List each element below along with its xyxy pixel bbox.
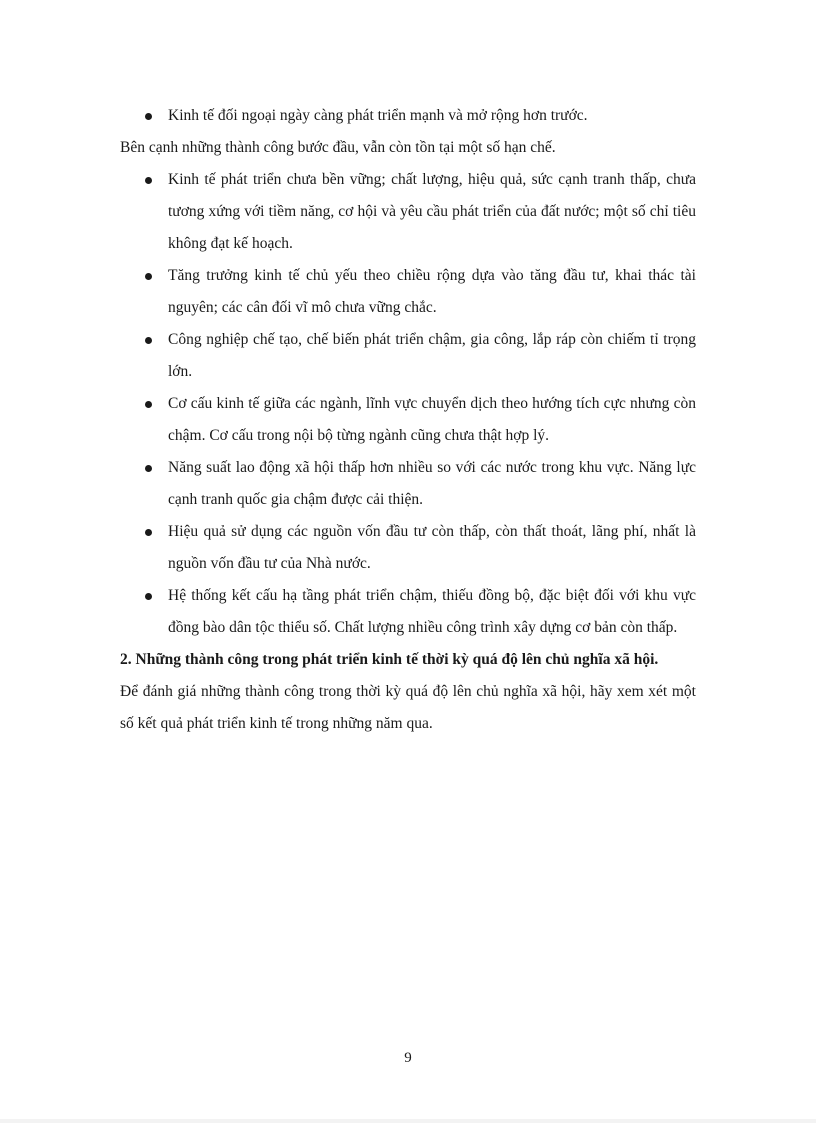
list-item-text: Năng suất lao động xã hội thấp hơn nhiều so với các nước trong khu vực. Năng lực cạnh tranh quốc gia chậm được cải thiện.: [168, 459, 696, 508]
list-item: [120, 164, 696, 260]
page-bottom-edge: [0, 1119, 816, 1123]
list-item: [120, 452, 696, 516]
bullet-icon: [145, 273, 152, 280]
section-heading: 2. Những thành công trong phát triển kinh tế thời kỳ quá độ lên chủ nghĩa xã hội.: [120, 651, 659, 668]
page-content: [120, 100, 696, 740]
bullet-icon: [145, 113, 152, 120]
bullet-icon: [145, 177, 152, 184]
section-paragraph: Để đánh giá những thành công trong thời kỳ quá độ lên chủ nghĩa xã hội, hãy xem xét một số kết quả phát triển kinh tế trong những năm qua.: [120, 683, 696, 732]
bullet-icon: [145, 401, 152, 408]
list-item: [120, 516, 696, 580]
list-item: [120, 580, 696, 644]
bullet-list-limitations: [120, 164, 696, 644]
list-item-text: Hệ thống kết cấu hạ tầng phát triển chậm, thiếu đồng bộ, đặc biệt đối với khu vực đồng bào dân tộc thiểu số. Chất lượng nhiều công trình xây dựng cơ bản còn thấp.: [168, 587, 696, 636]
list-item-text: Kinh tế đối ngoại ngày càng phát triển mạnh và mở rộng hơn trước.: [168, 107, 588, 124]
list-item-text: Cơ cấu kinh tế giữa các ngành, lĩnh vực chuyển dịch theo hướng tích cực nhưng còn chậm. Cơ cấu trong nội bộ từng ngành cũng chưa thật hợp lý.: [168, 395, 696, 444]
list-item: [120, 324, 696, 388]
bullet-icon: [145, 465, 152, 472]
bullet-list-top: [120, 100, 696, 132]
bullet-icon: [145, 593, 152, 600]
list-item-text: Hiệu quả sử dụng các nguồn vốn đầu tư còn thấp, còn thất thoát, lãng phí, nhất là nguồn vốn đầu tư của Nhà nước.: [168, 523, 696, 572]
list-item: [120, 100, 696, 132]
page-number: 9: [404, 1050, 412, 1066]
bullet-icon: [145, 337, 152, 344]
intro-paragraph: Bên cạnh những thành công bước đầu, vẫn còn tồn tại một số hạn chế.: [120, 139, 556, 156]
list-item-text: Công nghiệp chế tạo, chế biến phát triển chậm, gia công, lắp ráp còn chiếm tỉ trọng lớn.: [168, 331, 696, 380]
list-item-text: Kinh tế phát triển chưa bền vững; chất lượng, hiệu quả, sức cạnh tranh thấp, chưa tương xứng với tiềm năng, cơ hội và yêu cầu phát triển của đất nước; một số chỉ tiêu không đạt kế hoạch.: [168, 171, 696, 252]
list-item: [120, 260, 696, 324]
list-item-text: Tăng trưởng kinh tế chủ yếu theo chiều rộng dựa vào tăng đầu tư, khai thác tài nguyên; các cân đối vĩ mô chưa vững chắc.: [168, 267, 696, 316]
list-item: [120, 388, 696, 452]
bullet-icon: [145, 529, 152, 536]
